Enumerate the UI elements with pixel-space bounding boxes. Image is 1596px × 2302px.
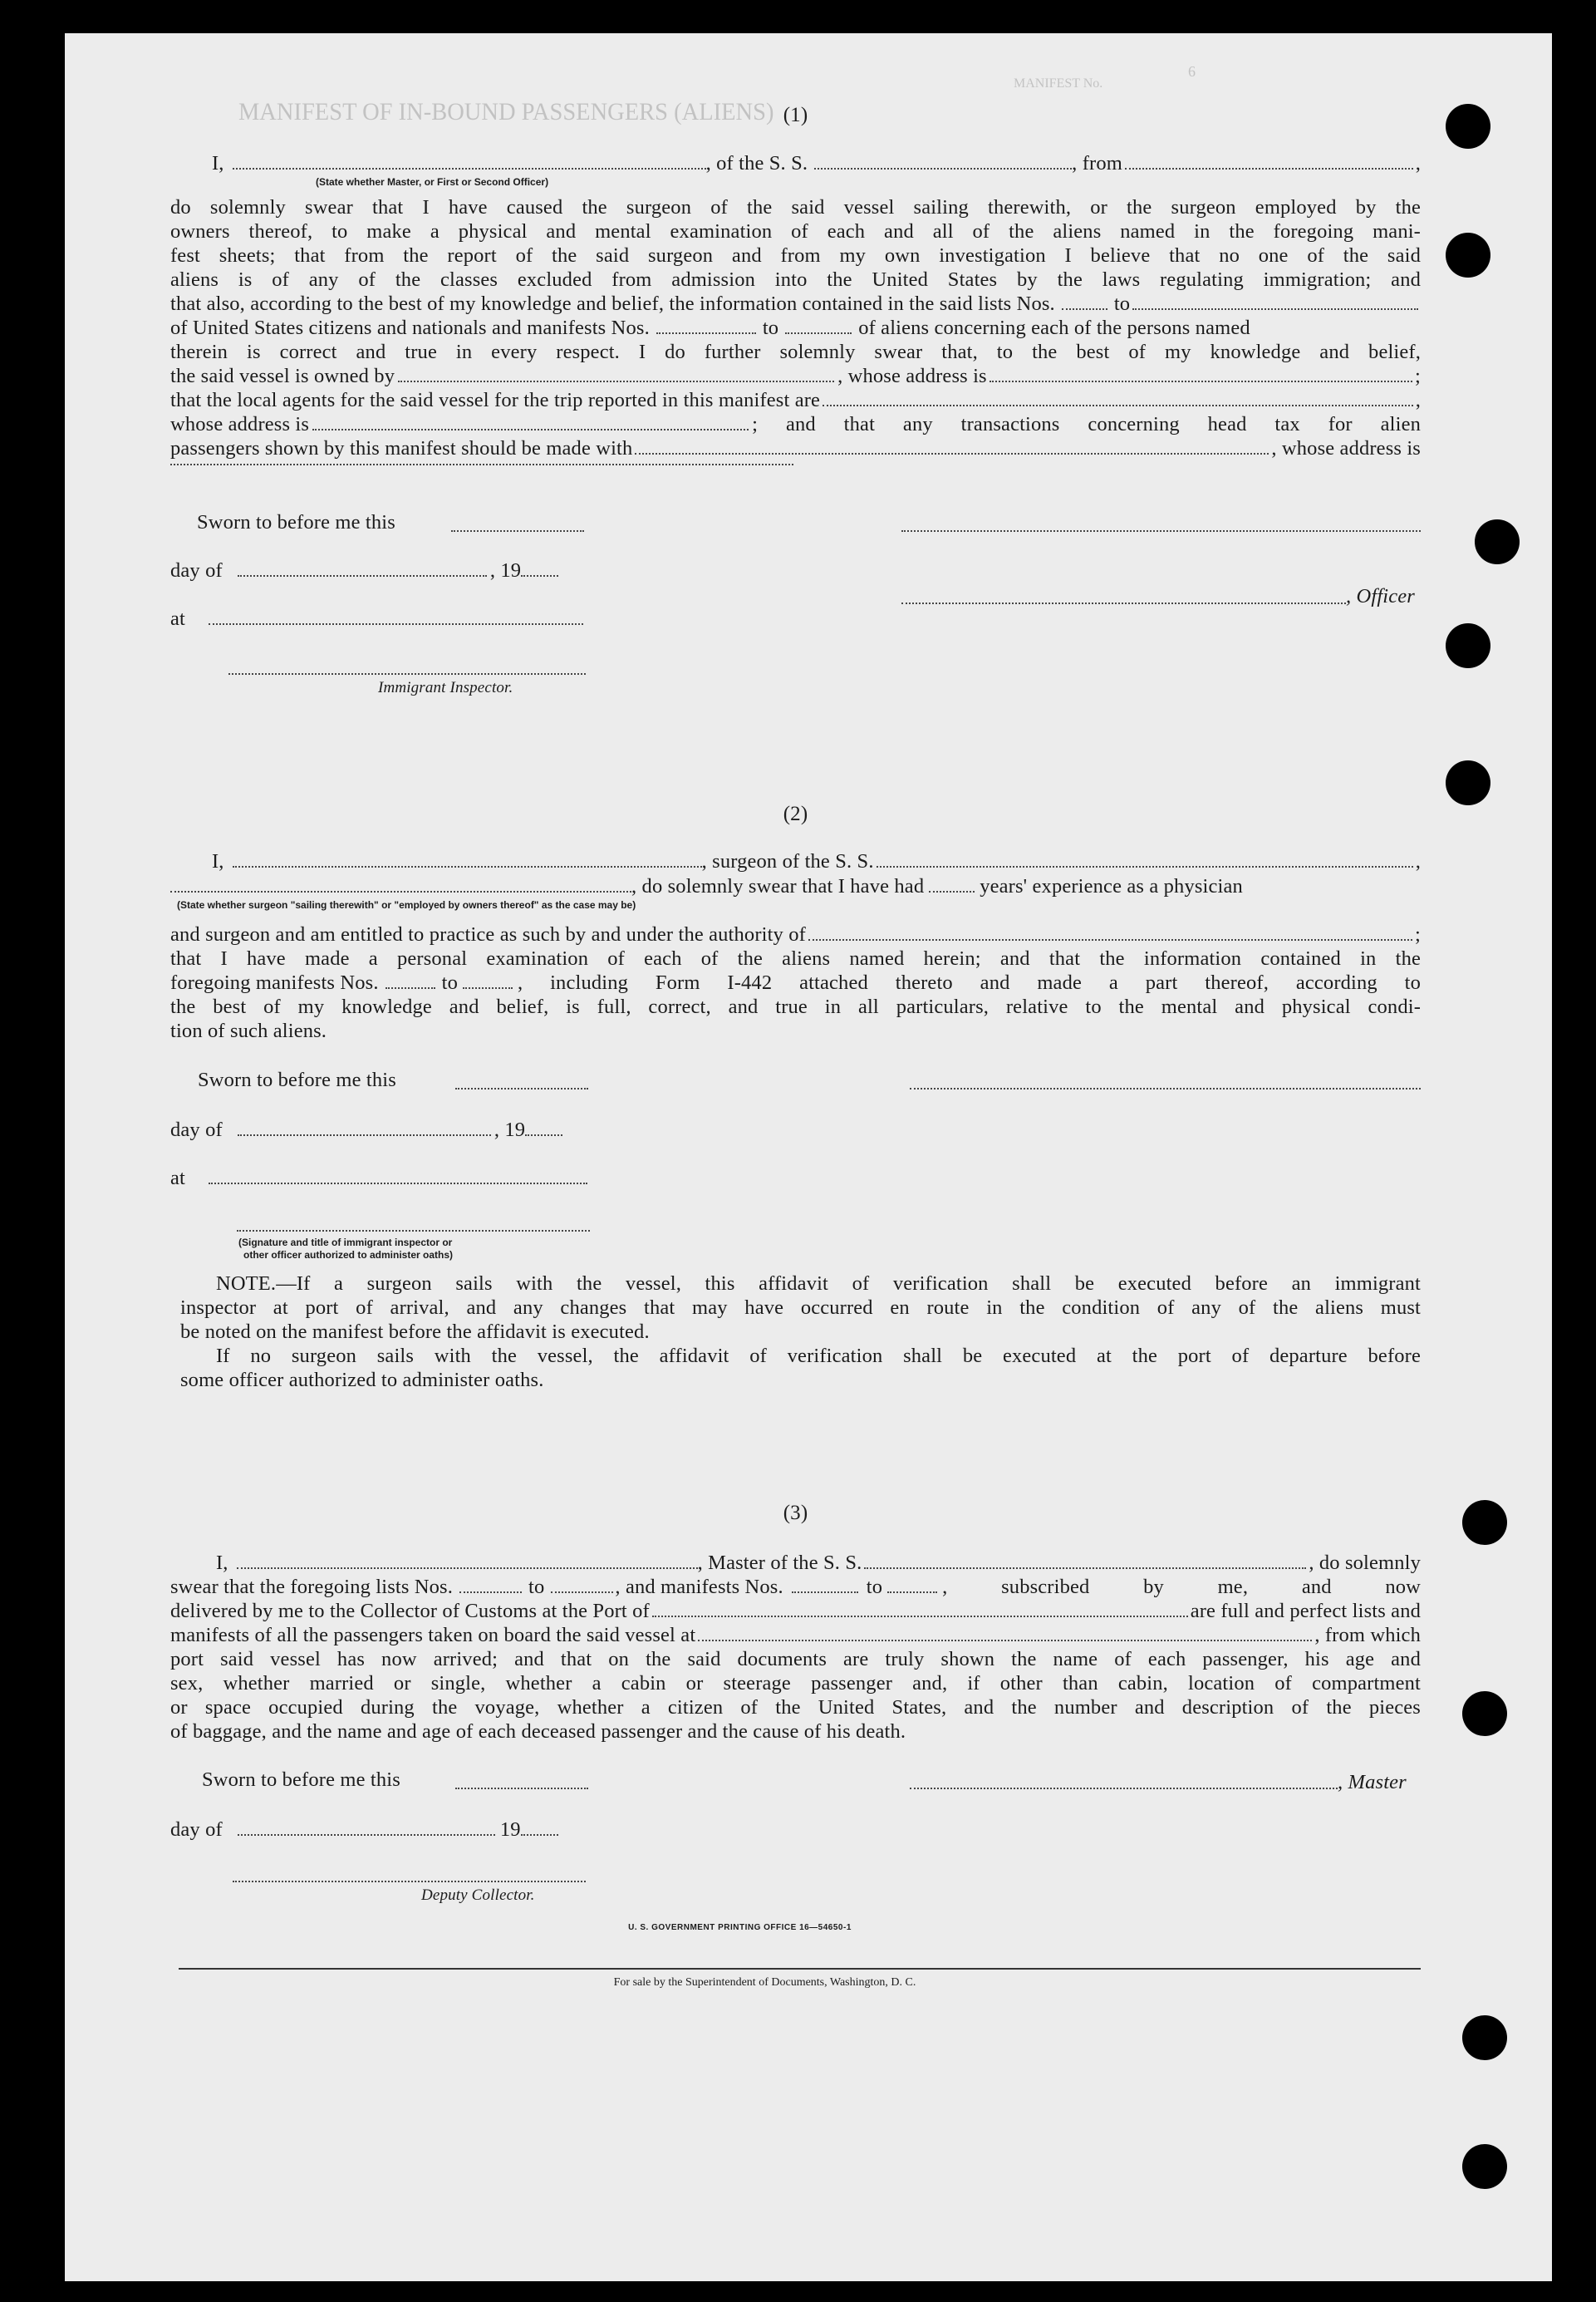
from-port-field[interactable] [1125,153,1413,170]
label-including: , including Form I-442 attached thereto and made a part thereof, according to [517,971,1421,994]
label-of-ss: , of the S. S. [705,152,808,175]
label-delivered: delivered by me to the Collector of Customs at the Port of [170,1600,650,1622]
surgeon-caption: (State whether surgeon "sailing therewith" or "employed by owners thereof" as the case may be) [177,899,636,911]
para-line: of United States citizens and nationals and manifests Nos. [170,317,650,339]
label-whose-address: , whose address is [1271,437,1421,460]
master-signature-field[interactable] [910,1788,1338,1789]
lists-to-field[interactable] [551,1576,613,1593]
manifests-all-line [170,1623,1421,1648]
para-line: passengers shown by this manifest should be made with [170,437,633,460]
day-of-line [170,1118,590,1143]
year-field[interactable] [521,560,558,577]
day-month-field[interactable] [238,1819,495,1836]
manifests-to-field[interactable] [887,1576,937,1593]
sworn-label: Sworn to before me this [198,1069,396,1091]
manifests-from-field[interactable] [385,972,435,989]
agents-line: that the local agents for the said vessel for the trip reported in this manifest are , [170,389,1421,411]
manifests-line [170,316,1421,341]
master-name-field[interactable] [237,1552,698,1569]
years-field[interactable] [929,876,975,893]
punch-hole [1475,519,1520,564]
officer-signature-field[interactable] [901,530,1421,532]
label-i: I, [212,850,224,873]
surgeon-line: I, , surgeon of the S. S. , [170,849,1421,874]
label-surgeon-of: , surgeon of the S. S. [701,850,874,873]
head-tax-address-field[interactable] [170,464,793,465]
sworn-date-field[interactable] [455,1788,588,1789]
authority-field[interactable] [808,924,1412,941]
label-to: to [866,1576,883,1598]
label-i: I, [212,152,224,175]
punch-hole [1462,1691,1507,1736]
para-line: the best of my knowledge and belief, is full, correct, and true in all particulars, relative to the mental and physical condi- [170,996,1421,1018]
punch-hole [1446,233,1490,278]
day-of-line [170,558,586,583]
label-i: I, [216,1552,228,1574]
para-line: the said vessel is owned by [170,365,395,387]
note-line: be noted on the manifest before the affidavit is executed. [180,1321,650,1343]
label-master-of: , Master of the S. S. [697,1552,862,1574]
foregoing-line [170,971,1421,996]
punch-hole [1462,1500,1507,1545]
sworn-label: Sworn to before me this [197,511,395,534]
year-field[interactable] [521,1819,558,1836]
inspector-label: Immigrant Inspector. [378,679,513,696]
deputy-label: Deputy Collector. [421,1886,535,1904]
label-full-lists: are full and perfect lists and [1190,1600,1421,1622]
faded-form-label: MANIFEST No. [1014,76,1103,91]
day-month-field[interactable] [238,560,487,577]
note-line: inspector at port of arrival, and any changes that may have occurred en route in the condition of any of the aliens must [180,1296,1421,1319]
para-line: aliens is of any of the classes excluded from admission into the United States by the laws regulating immigration; and [170,268,1421,291]
label-to: to [1113,293,1131,315]
head-tax-line [170,436,1421,461]
para-line: that I have made a personal examination of each of the aliens named herein; and that the information contained in the [170,947,1421,970]
surgeon-ship-field[interactable] [877,851,1413,868]
para-line: do solemnly swear that I have caused the surgeon of the said vessel sailing therewith, or the surgeon employed by the [170,196,1421,219]
sig-caption: (Signature and title of immigrant inspector or [238,1237,453,1248]
para-line: tion of such aliens. [170,1020,327,1042]
at-place-field[interactable] [209,1168,587,1184]
departure-port-field[interactable] [698,1625,1312,1641]
master-line [170,1551,1421,1576]
agents-address-line [170,412,1421,437]
agents-field[interactable] [823,390,1413,406]
lists-from-field[interactable] [1062,293,1107,310]
year-field[interactable] [525,1119,562,1136]
swear-line [170,874,1421,899]
manifests-to-field[interactable] [463,972,513,989]
surgeon-type-field[interactable] [170,876,631,893]
para-line: sex, whether married or single, whether a cabin or steerage passenger and, if other than cabin, location of compartment [170,1672,1421,1695]
punch-hole [1446,623,1490,668]
owner-address-field[interactable] [990,366,1412,382]
delivered-line [170,1599,1421,1624]
section-number: (3) [783,1502,808,1524]
label-from: , from [1072,152,1122,175]
master-label: , Master [1338,1771,1407,1793]
label-day-of: day of [170,1119,223,1141]
punch-hole [1446,104,1490,149]
note-line: NOTE.—If a surgeon sails with the vessel, this affidavit of verification shall be executed before an immigrant [216,1272,1421,1295]
day-month-field[interactable] [238,1119,491,1136]
sworn-date-field[interactable] [455,1088,588,1090]
label-of-aliens: of aliens concerning each of the persons named [858,317,1250,339]
label-to: to [441,971,458,994]
manifests-to-field[interactable] [785,317,852,334]
label-manifests-all: manifests of all the passengers taken on board the said vessel at [170,1624,696,1646]
label-swear-lists: swear that the foregoing lists Nos. [170,1576,454,1598]
para-line: that also, according to the best of my knowledge and belief, the information contained in the said lists Nos. [170,293,1055,315]
footer-rule [179,1968,1421,1970]
manifests-from-field[interactable] [792,1576,858,1593]
officer-caption: (State whether Master, or First or Second Officer) [316,176,549,188]
label-19: , 19 [489,559,522,582]
label-at: at [170,607,185,630]
faded-sheet-number: 6 [1188,63,1196,80]
inspector-signature-field[interactable] [237,1230,590,1232]
label-day-of: day of [170,559,223,582]
para-line: port said vessel has now arrived; and that on the said documents are truly shown the name of each passenger, his age and [170,1648,1421,1670]
label-subscribed: , subscribed by me, and now [942,1576,1421,1598]
para-line: and surgeon and am entitled to practice as such by and under the authority of [170,923,806,946]
agents-address-field[interactable] [312,414,749,430]
sworn-label: Sworn to before me this [202,1768,400,1791]
sale-notice: For sale by the Superintendent of Documents, Washington, D. C. [613,1976,916,1989]
label-to: to [762,317,779,339]
punch-hole [1446,760,1490,805]
para-line: or space occupied during the voyage, whether a citizen of the United States, and the number and description of the pieces [170,1696,1421,1719]
label-19: , 19 [494,1119,526,1141]
note-line: some officer authorized to administer oaths. [180,1369,544,1391]
surgeon-name-field[interactable] [233,851,702,868]
head-tax-contact-field[interactable] [635,438,1269,455]
label-day-of: day of [170,1818,223,1841]
swear-lists-line [170,1575,1421,1600]
at-place-field[interactable] [209,608,583,625]
section-number: (2) [783,803,808,825]
lists-line [170,292,1421,317]
owner-line: the said vessel is owned by , whose address is ; [170,365,1421,387]
officer-name-field[interactable] [233,153,706,170]
para-line: foregoing manifests Nos. [170,971,379,994]
label-and-manifests: , and manifests Nos. [615,1576,783,1598]
faded-header-title: MANIFEST OF IN-BOUND PASSENGERS (ALIENS) [238,98,774,125]
sworn-date-field[interactable] [451,530,584,532]
lists-from-field[interactable] [459,1576,522,1593]
at-line [170,1166,590,1191]
label-swear: , do solemnly swear that I have had [631,875,925,898]
note-line: If no surgeon sails with the vessel, the affidavit of verification shall be executed at the port of departure before [216,1345,1421,1367]
para-line: owners thereof, to make a physical and mental examination of each and all of the aliens named in the foregoing mani- [170,220,1421,243]
para-line: that the local agents for the said vessel for the trip reported in this manifest are [170,389,821,411]
day-of-line [170,1817,594,1842]
officer-label: , Officer [1346,585,1415,607]
label-whose-address: , whose address is [837,365,987,387]
label-19: 19 [499,1818,521,1841]
punch-hole [1462,2015,1507,2060]
label-at: at [170,1167,185,1189]
para-line: whose address is [170,413,310,435]
surgeon-signature-field[interactable] [910,1088,1421,1090]
label-do-solemnly: , do solemnly [1309,1552,1421,1574]
label-from-which: , from which [1314,1624,1421,1646]
para-line: therein is correct and true in every respect. I do further solemnly swear that, to the best of my knowledge and belief, [170,341,1421,363]
label-to: to [528,1576,545,1598]
label-years: years' experience as a physician [980,875,1243,898]
manifests-from-field[interactable] [656,317,756,334]
section-number: (1) [783,104,808,126]
officer-title-field[interactable] [901,603,1346,604]
officer-line: I, , of the S. S. , from , [170,151,1421,176]
authority-line: and surgeon and am entitled to practice as such by and under the authority of ; [170,923,1421,946]
label-head-tax: ; and that any transactions concerning head tax for alien [752,413,1421,435]
para-line: of baggage, and the name and age of each deceased passenger and the cause of his death. [170,1720,906,1743]
inspector-signature-field[interactable] [228,673,586,675]
gpo-imprint: U. S. GOVERNMENT PRINTING OFFICE 16—54650-1 [628,1923,852,1932]
master-ship-field[interactable] [864,1552,1306,1569]
deputy-signature-field[interactable] [233,1881,586,1882]
port-field[interactable] [652,1601,1188,1617]
para-line: fest sheets; that from the report of the said surgeon and from my own investigation I believe that no one of the said [170,244,1421,267]
ship-name-field[interactable] [814,153,1072,170]
at-line [170,607,586,632]
sig-caption: other officer authorized to administer oaths) [243,1249,454,1261]
owner-field[interactable] [398,366,834,382]
punch-hole [1462,2144,1507,2189]
lists-to-field[interactable] [1132,293,1418,310]
